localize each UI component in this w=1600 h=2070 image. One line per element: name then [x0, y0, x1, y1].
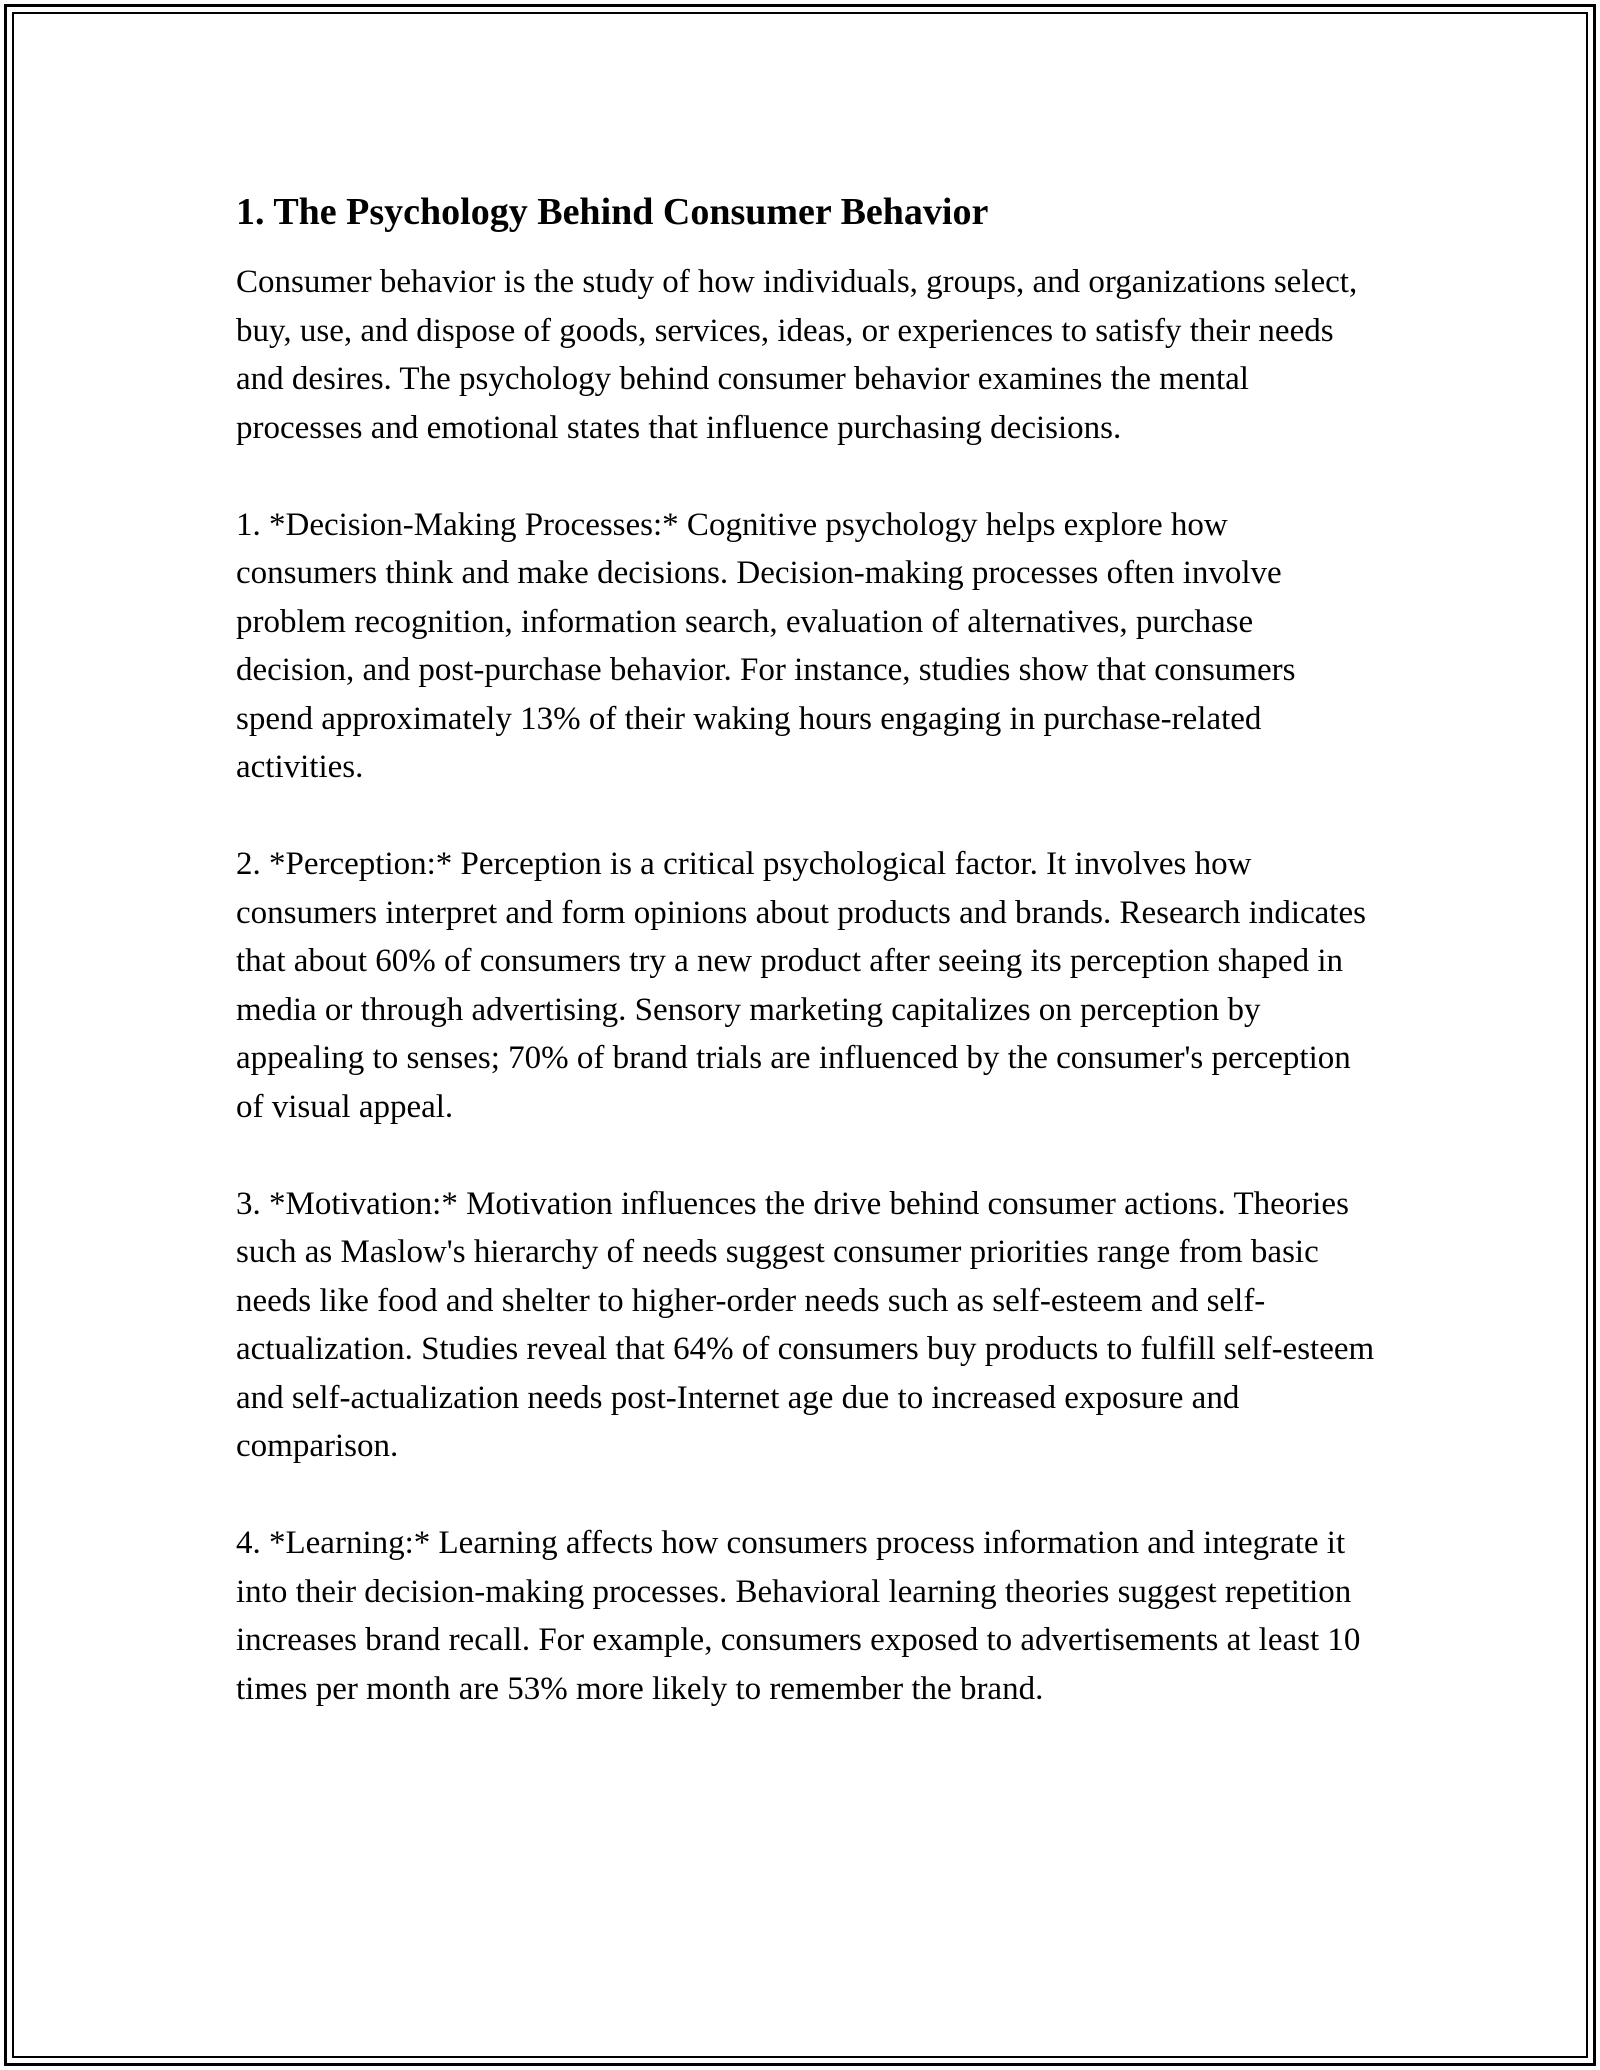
paragraph-motivation: 3. *Motivation:* Motivation influences the drive behind consumer actions. Theories such as Maslow's hierarchy of needs suggest consumer priorities range from basic needs like food and shelter to higher-order needs such as self-esteem and self-actualization. Studies reveal that 64% of consumers buy products to fulfill self-esteem and self-actualization needs post-Internet age due to increased exposure and comparison. — [236, 1185, 1375, 1464]
document-body — [236, 188, 1376, 1713]
paragraph-decision-making: 1. *Decision-Making Processes:* Cognitive psychology helps explore how consumers think and make decisions. Decision-making processes often involve problem recognition, information search, evaluation of alternatives, purchase decision, and post-purchase behavior. For instance, studies show that consumers spend approximately 13% of their waking hours engaging in purchase-related activities. — [236, 506, 1296, 785]
paragraph-perception: 2. *Perception:* Perception is a critical psychological factor. It involves how consumers interpret and form opinions about products and brands. Research indicates that about 60% of consumers try a new product after seeing its perception shaped in media or through advertising. Sensory marketing capitalizes on perception by appealing to senses; 70% of brand trials are influenced by the consumer's perception of visual appeal. — [236, 846, 1366, 1125]
section-heading: 1. The Psychology Behind Consumer Behavior — [236, 191, 989, 233]
paragraph-learning: 4. *Learning:* Learning affects how consumers process information and integrate it into their decision-making processes. Behavioral learning theories suggest repetition increases brand recall. For example, consumers exposed to advertisements at least 10 times per month are 53% more likely to remember the brand. — [236, 1525, 1361, 1707]
intro-paragraph: Consumer behavior is the study of how individuals, groups, and organizations select, buy, use, and dispose of goods, services, ideas, or experiences to satisfy their needs and desires. The psychology behind consumer behavior examines the mental processes and emotional states that influence purchasing decisions. — [236, 264, 1358, 446]
